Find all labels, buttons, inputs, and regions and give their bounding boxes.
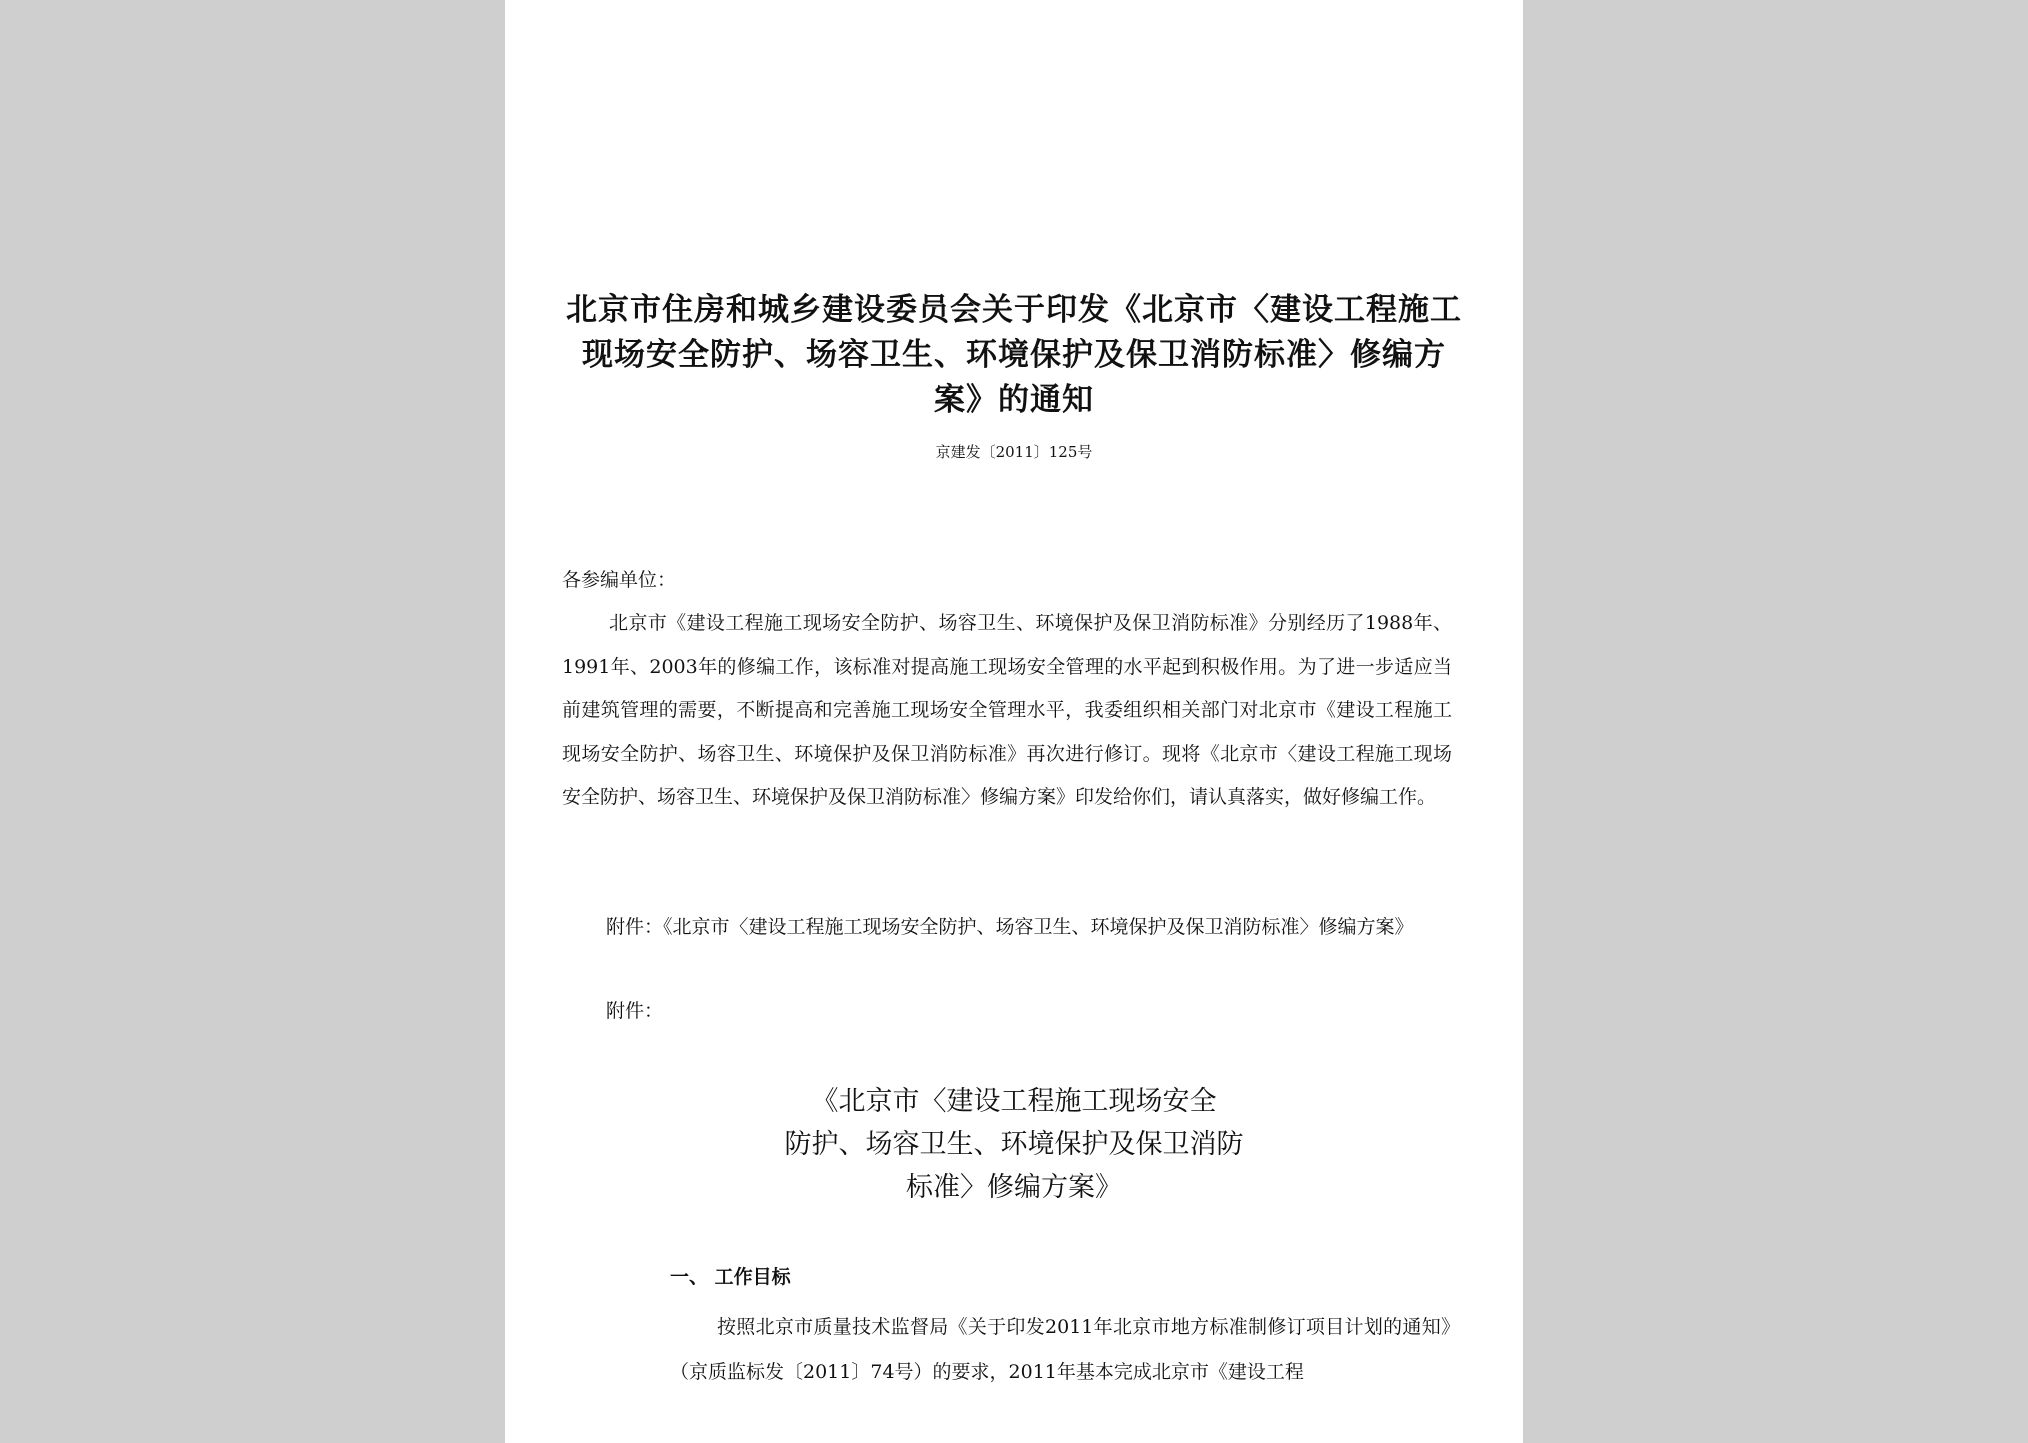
- viewer-left-gutter: [0, 0, 505, 1443]
- body-paragraph: 北京市《建设工程施工现场安全防护、场容卫生、环境保护及保卫消防标准》分别经历了1988年、1991年、2003年的修编工作，该标准对提高施工现场安全管理的水平起到积极作用。为了进一步适应当前建筑管理的需要，不断提高和完善施工现场安全管理水平，我委组织相关部门对北京市《建设工程施工现场安全防护、场容卫生、环境保护及保卫消防标准》再次进行修订。现将《北京市〈建设工程施工现场安全防护、场容卫生、环境保护及保卫消防标准〉修编方案》印发给你们，请认真落实，做好修编工作。: [562, 612, 1452, 808]
- section-heading: 一、 工作目标: [670, 1266, 791, 1288]
- section-paragraph: 按照北京市质量技术监督局《关于印发2011年北京市地方标准制修订项目计划的通知》（京质监标发〔2011〕74号）的要求，2011年基本完成北京市《建设工程: [670, 1316, 1460, 1383]
- attachment-line: 附件：《北京市〈建设工程施工现场安全防护、场容卫生、环境保护及保卫消防标准〉修编方案》: [606, 916, 1414, 938]
- attachment-title: [664, 1080, 1364, 1209]
- attachment-title-line-1: 《北京市〈建设工程施工现场安全: [811, 1086, 1217, 1117]
- document-number: 京建发〔2011〕125号: [935, 443, 1093, 461]
- attachment-label: 附件：: [606, 1000, 664, 1022]
- salutation: 各参编单位：: [562, 569, 677, 591]
- document-title: 北京市住房和城乡建设委员会关于印发《北京市〈建设工程施工现场安全防护、场容卫生、环境保护及保卫消防标准〉修编方案》的通知: [566, 292, 1462, 418]
- viewer-right-gutter: [1523, 0, 2028, 1443]
- document-page: [505, 0, 1523, 1443]
- attachment-title-line-3: 标准〉修编方案》: [906, 1172, 1122, 1203]
- attachment-title-line-2: 防护、场容卫生、环境保护及保卫消防: [784, 1129, 1244, 1160]
